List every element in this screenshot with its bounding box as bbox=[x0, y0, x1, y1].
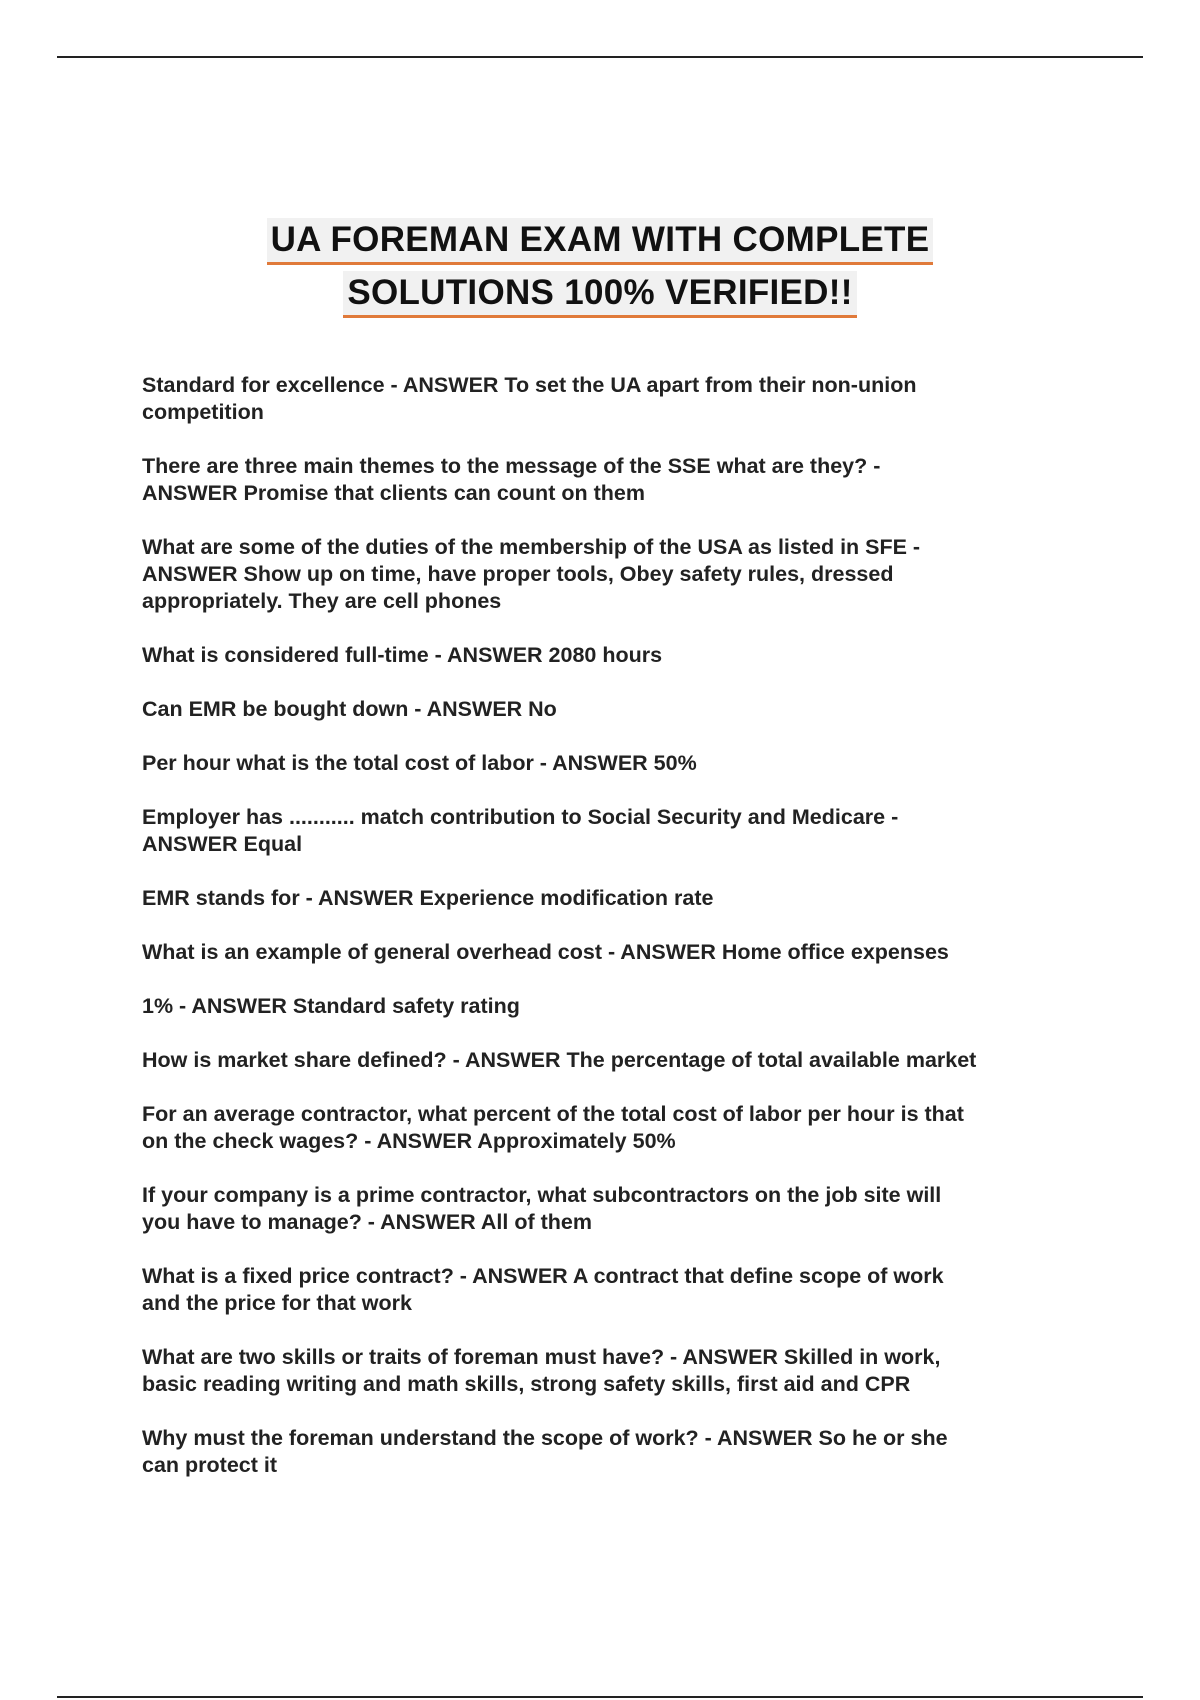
document-title bbox=[0, 218, 1200, 318]
qa-item: What are two skills or traits of foreman must have? - ANSWER Skilled in work, basic reading writing and math skills, strong safety skills, first aid and CPR bbox=[142, 1345, 941, 1396]
qa-list bbox=[142, 372, 1082, 1506]
qa-item: Why must the foreman understand the scope of work? - ANSWER So he or she can protect it bbox=[142, 1426, 948, 1477]
qa-item: EMR stands for - ANSWER Experience modification rate bbox=[142, 886, 714, 910]
qa-item: How is market share defined? - ANSWER The percentage of total available market bbox=[142, 1048, 977, 1072]
qa-item: For an average contractor, what percent of the total cost of labor per hour is that on the check wages? - ANSWER Approximately 50% bbox=[142, 1102, 964, 1153]
qa-item: If your company is a prime contractor, what subcontractors on the job site will you have to manage? - ANSWER All of them bbox=[142, 1183, 942, 1234]
qa-item: What is a fixed price contract? - ANSWER A contract that define scope of work and the price for that work bbox=[142, 1264, 944, 1315]
title-line-2: SOLUTIONS 100% VERIFIED!! bbox=[343, 271, 856, 318]
qa-item: Employer has ........... match contribution to Social Security and Medicare - ANSWER Equal bbox=[142, 805, 899, 856]
qa-item: There are three main themes to the message of the SSE what are they? - ANSWER Promise that clients can count on them bbox=[142, 454, 881, 505]
qa-item: Per hour what is the total cost of labor - ANSWER 50% bbox=[142, 751, 697, 775]
bottom-rule bbox=[57, 1696, 1143, 1698]
qa-item: What are some of the duties of the membership of the USA as listed in SFE - ANSWER Show up on time, have proper tools, Obey safety rules, dressed appropriately. They are cell phones bbox=[142, 535, 921, 613]
qa-item: What is considered full-time - ANSWER 2080 hours bbox=[142, 643, 663, 667]
qa-item: What is an example of general overhead cost - ANSWER Home office expenses bbox=[142, 940, 949, 964]
title-line-1: UA FOREMAN EXAM WITH COMPLETE bbox=[267, 218, 934, 265]
qa-item: Standard for excellence - ANSWER To set the UA apart from their non-union competition bbox=[142, 373, 917, 424]
qa-item: 1% - ANSWER Standard safety rating bbox=[142, 994, 520, 1018]
top-rule bbox=[57, 56, 1143, 58]
qa-item: Can EMR be bought down - ANSWER No bbox=[142, 697, 557, 721]
